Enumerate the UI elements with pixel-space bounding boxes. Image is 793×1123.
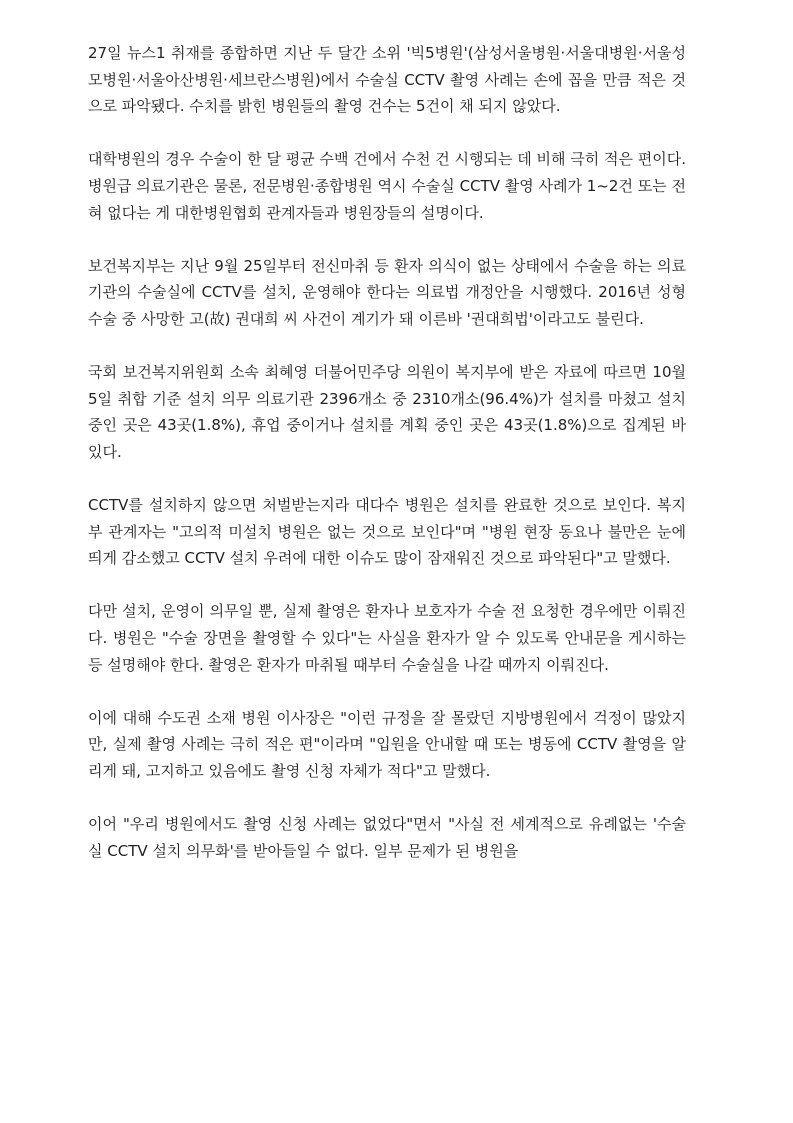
paragraph-7: 이에 대해 수도권 소재 병원 이사장은 "이런 규정을 잘 몰랐던 지방병원에서 걱정이 많았지만, 실제 촬영 사례는 극히 적은 편"이라며 "입원을 안내할 때 또는 병동에 CCTV 촬영을 알리게 돼, 고지하고 있음에도 촬영 신청 자체가 적다"고 말했다. [88,708,686,781]
paragraph-3: 보건복지부는 지난 9월 25일부터 전신마취 등 환자 의식이 없는 상태에서 수술을 하는 의료기관의 수술실에 CCTV를 설치, 운영해야 한다는 의료법 개정안을 시행했다. 2016년 성형수술 중 사망한 고(故) 권대희 씨 사건이 계기가 돼 이른바 '권대희법'이라고도 불린다. [88,256,686,328]
paragraph-4: 국회 보건복지위원회 소속 최혜영 더불어민주당 의원이 복지부에 받은 자료에 따르면 10월 5일 취합 기준 설치 의무 의료기관 2396개소 중 2310개소(96.4%)가 설치를 마쳤고 설치 중인 곳은 43곳(1.8%), 휴업 중이거나 설치를 계획 중인 곳은 43곳(1.8%)으로 집계된 바 있다. [88,363,686,461]
paragraph-5: CCTV를 설치하지 않으면 처벌받는지라 대다수 병원은 설치를 완료한 것으로 보인다. 복지부 관계자는 "고의적 미설치 병원은 없는 것으로 보인다"며 "병원 현장 동요나 불만은 눈에 띄게 감소했고 CCTV 설치 우려에 대한 이슈도 많이 잠재워진 것으로 파악된다"고 말했다. [88,496,686,568]
paragraph-2: 대학병원의 경우 수술이 한 달 평균 수백 건에서 수천 건 시행되는 데 비해 극히 적은 편이다. 병원급 의료기관은 물론, 전문병원·종합병원 역시 수술실 CCTV 촬영 사례가 1~2건 또는 전혀 없다는 게 대한병원협회 관계자들과 병원장들의 설명이다. [88,150,686,222]
article-body [88,40,686,891]
paragraph-8: 이어 "우리 병원에서도 촬영 신청 사례는 없었다"면서 "사실 전 세계적으로 유례없는 '수술실 CCTV 설치 의무화'를 받아들일 수 없다. 일부 문제가 된 병원을 [88,815,686,860]
paragraph-6: 다만 설치, 운영이 의무일 뿐, 실제 촬영은 환자나 보호자가 수술 전 요청한 경우에만 이뤄진다. 병원은 "수술 장면을 촬영할 수 있다"는 사실을 환자가 알 수 있도록 안내문을 게시하는 등 설명해야 한다. 촬영은 환자가 마취될 때부터 수술실을 나갈 때까지 이뤄진다. [88,602,686,674]
paragraph-1: 27일 뉴스1 취재를 종합하면 지난 두 달간 소위 '빅5병원'(삼성서울병원·서울대병원·서울성모병원·서울아산병원·세브란스병원)에서 수술실 CCTV 촬영 사례는 손에 꼽을 만큼 적은 것으로 파악됐다. 수치를 밝힌 병원들의 촬영 건수는 5건이 채 되지 않았다. [88,44,686,116]
